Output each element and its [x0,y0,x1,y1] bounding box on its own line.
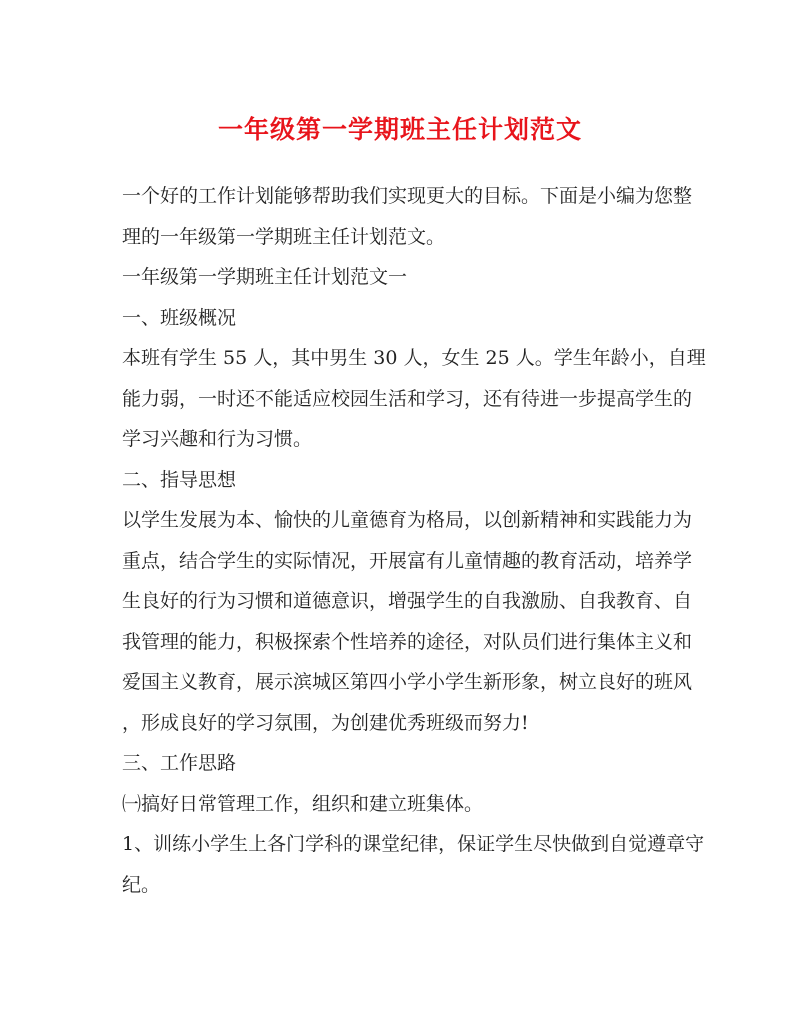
section-heading: 一、班级概况 [122,306,237,329]
body-line: 一个好的工作计划能够帮助我们实现更大的目标。下面是小编为您整 [122,185,693,207]
body-line: 以学生发展为本、愉快的儿童德育为格局，以创新精神和实践能力为 [122,509,693,531]
body-line: 学习兴趣和行为习惯。 [122,428,313,450]
section-heading: 三、工作思路 [122,752,237,774]
body-line: 1、训练小学生上各门学科的课堂纪律，保证学生尽快做到自觉遵章守 [122,833,705,855]
document-title: 一年级第一学期班主任计划范文 [217,115,582,144]
body-line: 能力弱，一时还不能适应校园生活和学习，还有待进一步提高学生的 [122,387,693,410]
body-line: 生良好的行为习惯和道德意识，增强学生的自我激励、自我教育、自 [122,590,693,612]
body-line: 我管理的能力，积极探索个性培养的途径，对队员们进行集体主义和 [122,630,693,653]
body-line: 爱国主义教育，展示滨城区第四小学小学生新形象，树立良好的班风 [122,671,693,693]
body-line: 本班有学生 55 人，其中男生 30 人，女生 25 人。学生年龄小，自理 [122,347,706,369]
body-line: 重点，结合学生的实际情况，开展富有儿童情趣的教育活动，培养学 [122,549,693,572]
section-heading: 二、指导思想 [122,468,237,491]
document-body [122,176,706,905]
body-line: 理的一年级第一学期班主任计划范文。 [122,225,446,248]
body-line: 一年级第一学期班主任计划范文一 [122,266,408,288]
body-line: 纪。 [122,873,161,896]
body-line: ㈠搞好日常管理工作，组织和建立班集体。 [122,792,484,815]
body-line: ，形成良好的学习氛围，为创建优秀班级而努力! [122,711,529,734]
